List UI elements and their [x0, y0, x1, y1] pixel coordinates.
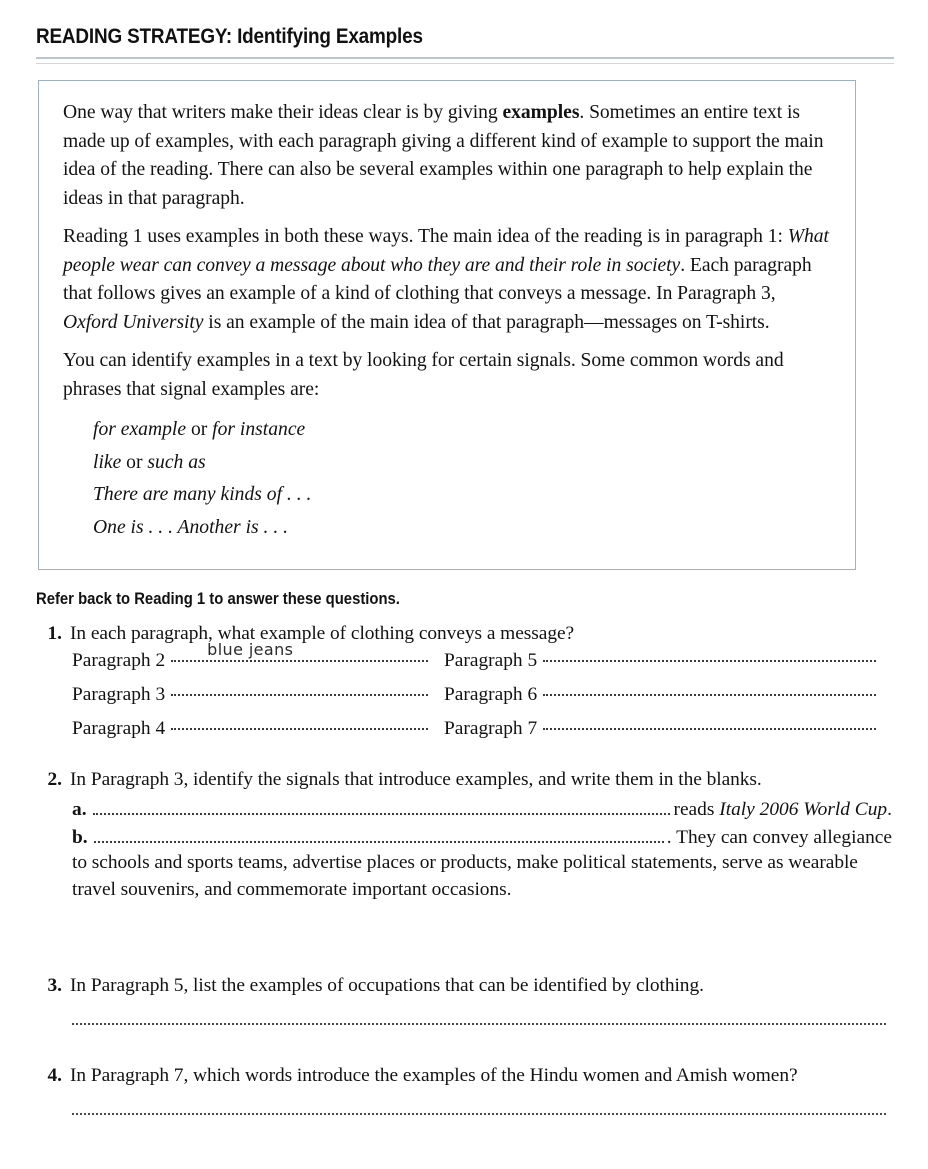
question-number: 1.: [47, 623, 62, 644]
question-text: In Paragraph 7, which words introduce the examples of the Hindu women and Amish women?: [70, 1065, 798, 1086]
paragraph-label: Paragraph 2: [72, 650, 166, 671]
question-3: [36, 972, 892, 1025]
sub-item-a[interactable]: [72, 799, 892, 821]
page-header: [36, 24, 896, 49]
paragraph-label: Paragraph 3: [72, 684, 166, 705]
paragraph-label: Paragraph 7: [444, 718, 538, 739]
paragraph-answer-grid: [72, 640, 892, 752]
paragraph-label: Paragraph 4: [72, 718, 166, 739]
answer-line[interactable]: [93, 813, 671, 815]
instruction-line: Refer back to Reading 1 to answer these questions.: [36, 590, 400, 608]
answer-line[interactable]: [171, 640, 428, 662]
question-1: [36, 620, 892, 752]
answer-line[interactable]: [72, 1113, 886, 1115]
paragraph-label: Paragraph 6: [444, 684, 538, 705]
question-4: [36, 1062, 892, 1115]
answer-line[interactable]: [543, 694, 876, 696]
signal-phrase-item: like or such as: [93, 451, 206, 473]
question-number: 2.: [47, 769, 62, 790]
answer-line[interactable]: [543, 728, 876, 730]
strategy-paragraph: One way that writers make their ideas clear is by giving examples. Sometimes an entire text is made up of examples, with each paragraph giving a different kind of example to support the main idea of the reading. There can also be several examples within one paragraph to help explain the ideas in that paragraph.: [63, 102, 824, 209]
handwritten-answer: blue jeans: [207, 640, 294, 659]
question-number: 3.: [47, 975, 62, 996]
sub-item-tail: . They can convey allegiance: [666, 827, 892, 848]
question-text: In Paragraph 5, list the examples of occupations that can be identified by clothing.: [70, 975, 704, 996]
answer-line[interactable]: [171, 694, 428, 696]
question-number: 4.: [47, 1065, 62, 1086]
strategy-paragraph: Reading 1 uses examples in both these ways. The main idea of the reading is in paragraph 1: What people wear can convey a message about who they are and their role in society. Each paragraph that follows gives an example of a kind of clothing that conveys a message. In Paragraph 3, Oxford University is an example of the main idea of that paragraph—messages on T-shirts.: [63, 226, 829, 333]
answer-line[interactable]: [171, 728, 428, 730]
page-title: READING STRATEGY: Identifying Examples: [36, 24, 423, 48]
sub-item-b-continuation: to schools and sports teams, advertise places or products, make political statements, serve as wearable travel souvenirs, and commemorate important occasions.: [72, 852, 858, 900]
signal-phrase-list: [63, 414, 829, 544]
paragraph-label: Paragraph 5: [444, 650, 538, 671]
signal-phrase-item: There are many kinds of . . .: [93, 484, 312, 505]
question-text: In Paragraph 3, identify the signals that introduce examples, and write them in the blanks.: [70, 769, 762, 790]
paragraph-blank-2[interactable]: [72, 640, 444, 684]
sub-item-tail: reads Italy 2006 World Cup.: [673, 799, 892, 820]
strategy-box-content: [39, 81, 855, 544]
answer-line[interactable]: [72, 1023, 886, 1025]
paragraph-blank-3[interactable]: [72, 684, 444, 718]
signal-phrase-item: for example or for instance: [93, 419, 306, 440]
answer-line[interactable]: [94, 841, 664, 843]
sub-item-letter: b.: [72, 827, 88, 848]
sub-item-b[interactable]: [72, 827, 892, 849]
strategy-box: [38, 80, 856, 570]
question-2: [36, 766, 892, 903]
answer-line[interactable]: [543, 660, 876, 662]
paragraph-blank-4[interactable]: [72, 718, 444, 752]
question-text: In each paragraph, what example of clothing conveys a message?: [70, 623, 575, 644]
paragraph-blank-6[interactable]: [444, 684, 892, 718]
header-divider: [36, 57, 894, 64]
sub-item-letter: a.: [72, 799, 87, 820]
signal-phrase-item: One is . . . Another is . . .: [93, 516, 289, 538]
strategy-paragraph: You can identify examples in a text by looking for certain signals. Some common words and phrases that signal examples are:: [63, 350, 784, 400]
paragraph-blank-5[interactable]: [444, 650, 892, 684]
paragraph-blank-7[interactable]: [444, 718, 892, 752]
